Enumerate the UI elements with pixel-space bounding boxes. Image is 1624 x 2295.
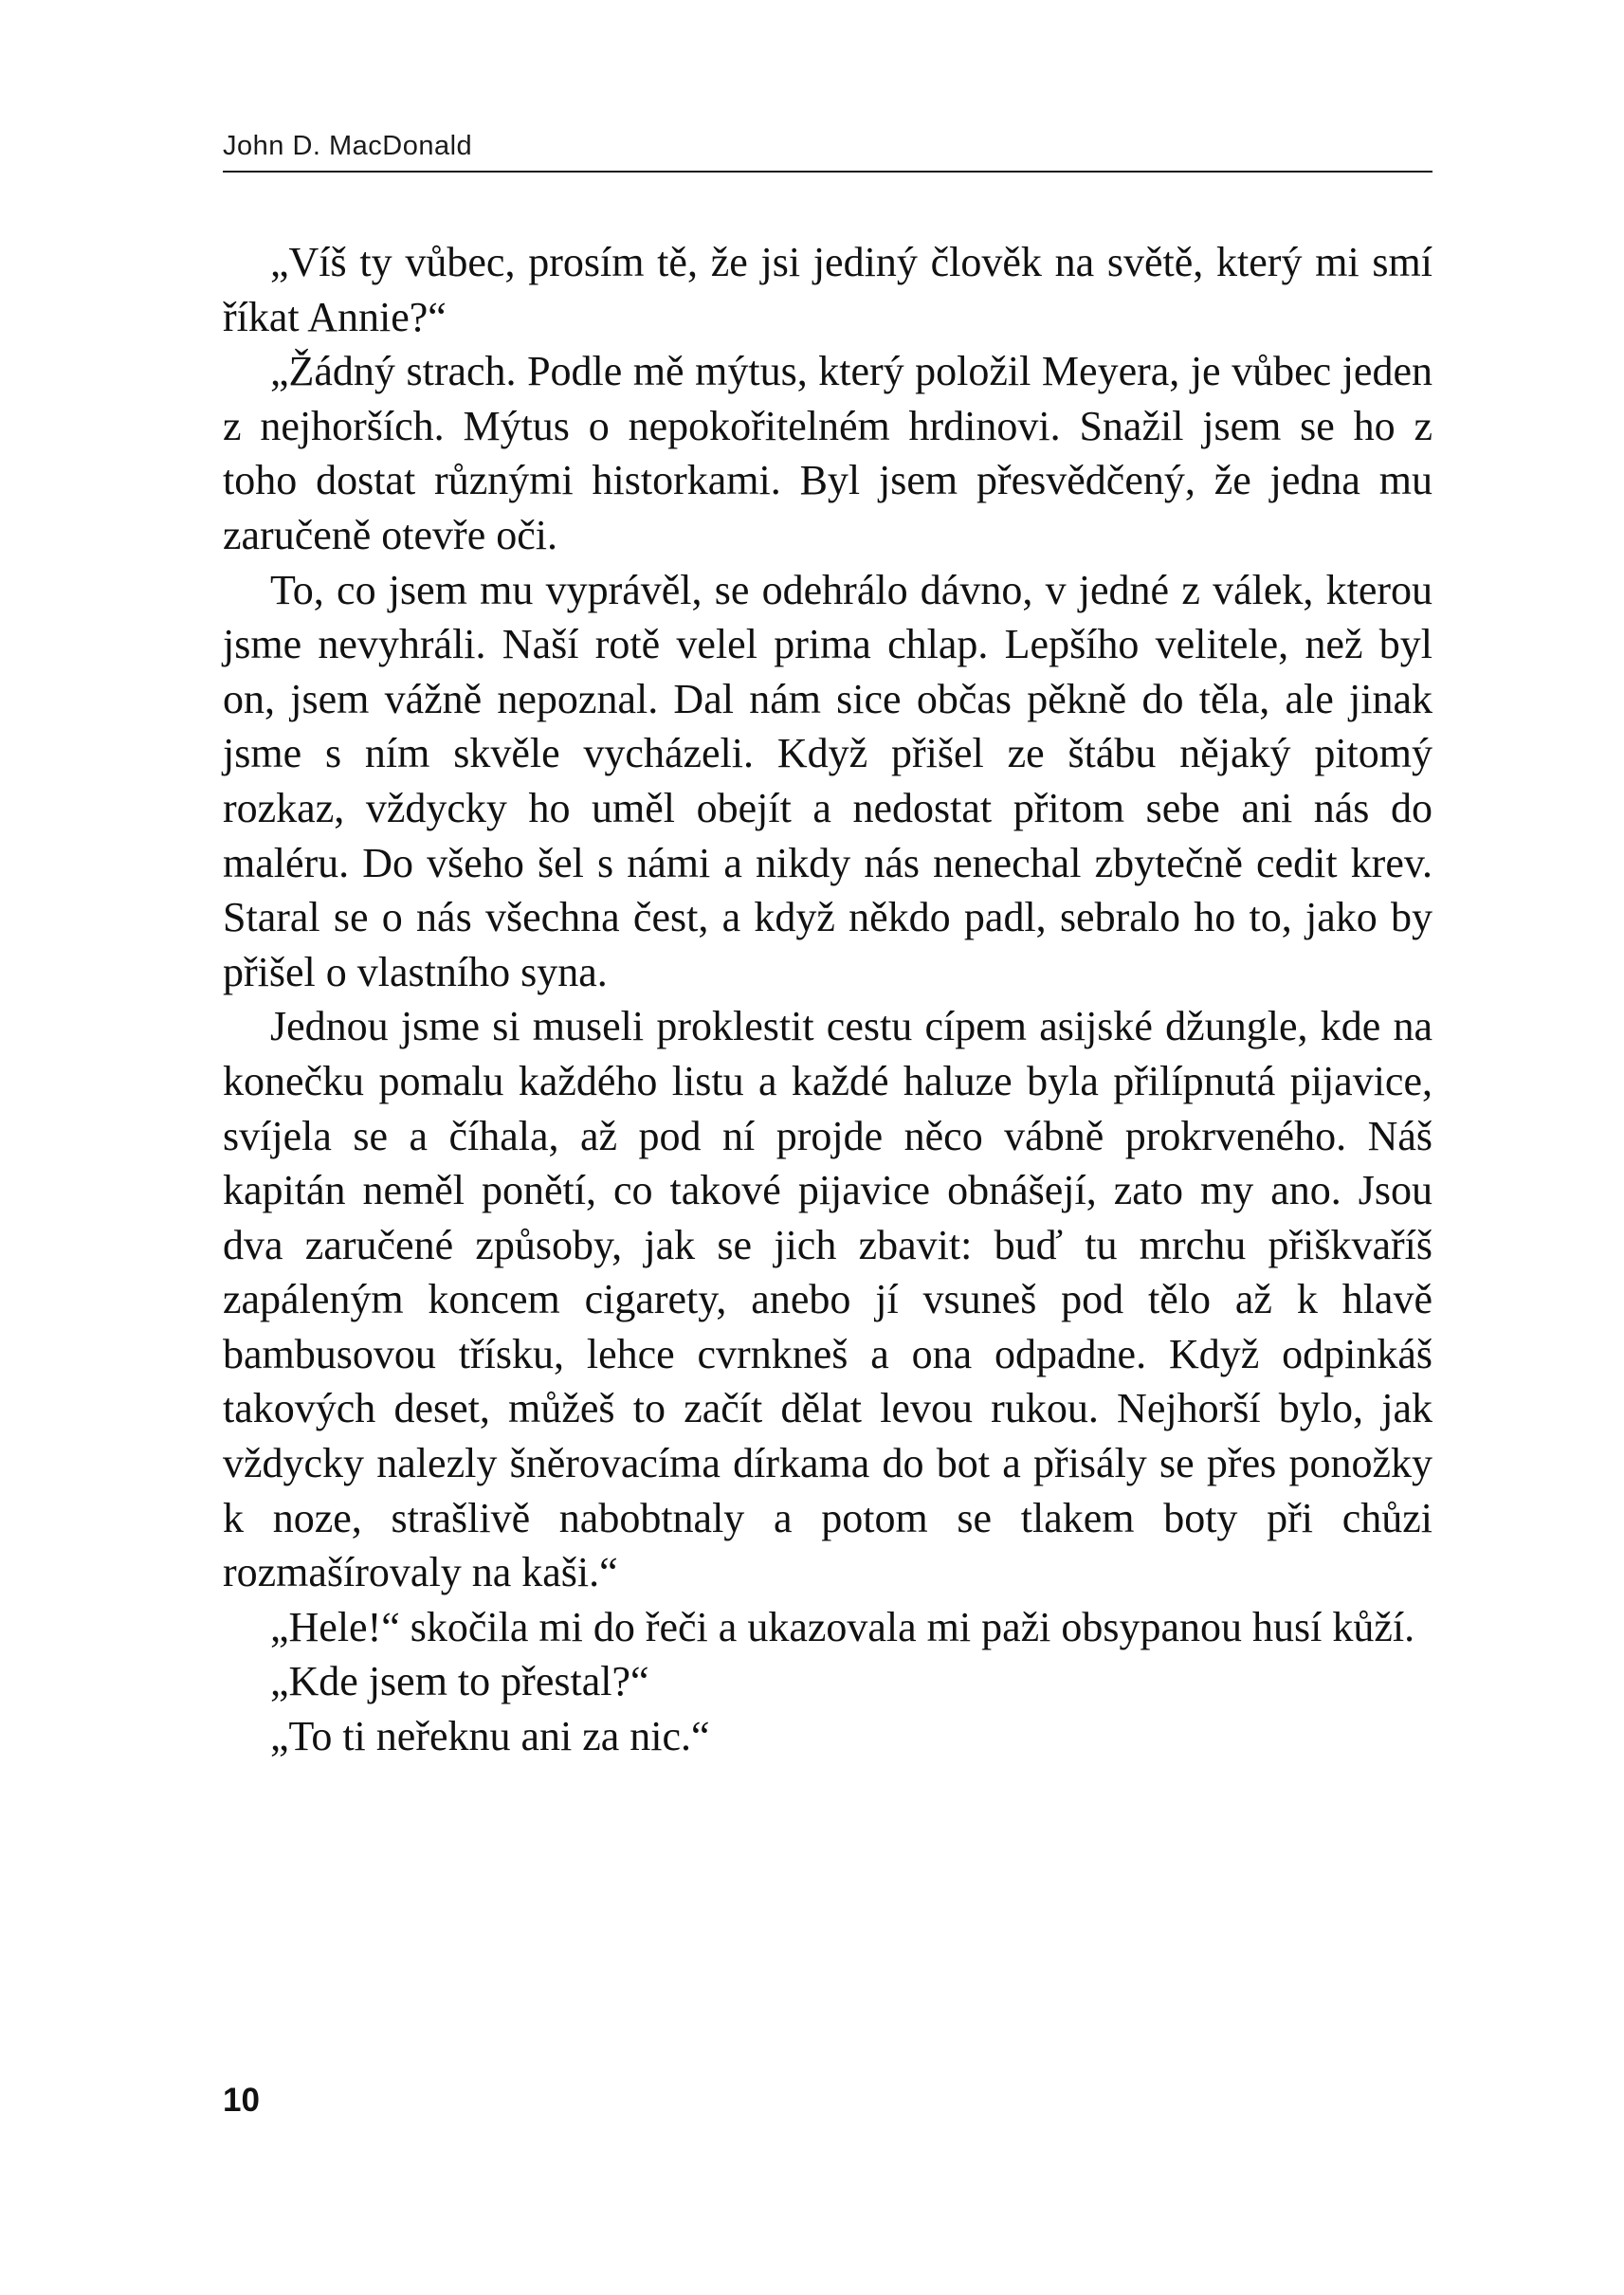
paragraph: Jednou jsme si museli proklestit cestu cípem asijské džungle, kde na konečku pomalu každého listu a každé haluze byla přilípnutá pijavice, svíjela se a číhala, až pod ní projde něco vábně prokrveného. Náš kapitán neměl ponětí, co takové pijavice obnášejí, zato my ano. Jsou dva zaručené způsoby, jak se jich zbavit: buď tu mrchu přiškvaříš zapáleným koncem cigarety, anebo jí vsuneš pod tělo až k hlavě bambusovou třísku, lehce cvrnkneš a ona odpadne. Když odpinkáš takových deset, můžeš to začít dělat levou rukou. Nejhorší bylo, jak vždycky nalezly šněrovacíma dírkama do bot a přisály se přes ponožky k noze, strašlivě nabobtnaly a potom se tlakem boty při chůzi rozmašírovaly na kaši.“ — [223, 1003, 1432, 1596]
body-text — [223, 235, 1432, 1764]
paragraph: „Žádný strach. Podle mě mýtus, který položil Meyera, je vůbec jeden z nejhorších. Mýtus o nepokořitelném hrdinovi. Snažil jsem se ho z toho dostat různými historkami. Byl jsem přesvědčený, že jedna mu zaručeně otevře oči. — [223, 348, 1432, 558]
paragraph: To, co jsem mu vyprávěl, se odehrálo dávno, v jedné z válek, kterou jsme nevyhráli. Naší rotě velel prima chlap. Lepšího velitele, než byl on, jsem vážně nepoznal. Dal nám sice občas pěkně do těla, ale jinak jsme s ním skvěle vycházeli. Když přišel ze štábu nějaký pitomý rozkaz, vždycky ho uměl obejít a nedostat přitom sebe ani nás do maléru. Do všeho šel s námi a nikdy nás nenechal zbytečně cedit krev. Staral se o nás všechna čest, a když někdo padl, sebralo ho to, jako by přišel o vlastního syna. — [223, 566, 1432, 995]
page-number: 10 — [223, 2082, 260, 2119]
paragraph: „Víš ty vůbec, prosím tě, že jsi jediný člověk na světě, který mi smí říkat Annie?“ — [223, 239, 1432, 340]
paragraph: „Hele!“ skočila mi do řeči a ukazovala mi paži obsypanou husí kůží. — [270, 1603, 1415, 1650]
paragraph: „To ti neřeknu ani za nic.“ — [270, 1713, 710, 1760]
header-rule — [223, 171, 1432, 173]
running-head-author: John D. MacDonald — [223, 131, 473, 161]
paragraph: „Kde jsem to přestal?“ — [270, 1658, 649, 1705]
